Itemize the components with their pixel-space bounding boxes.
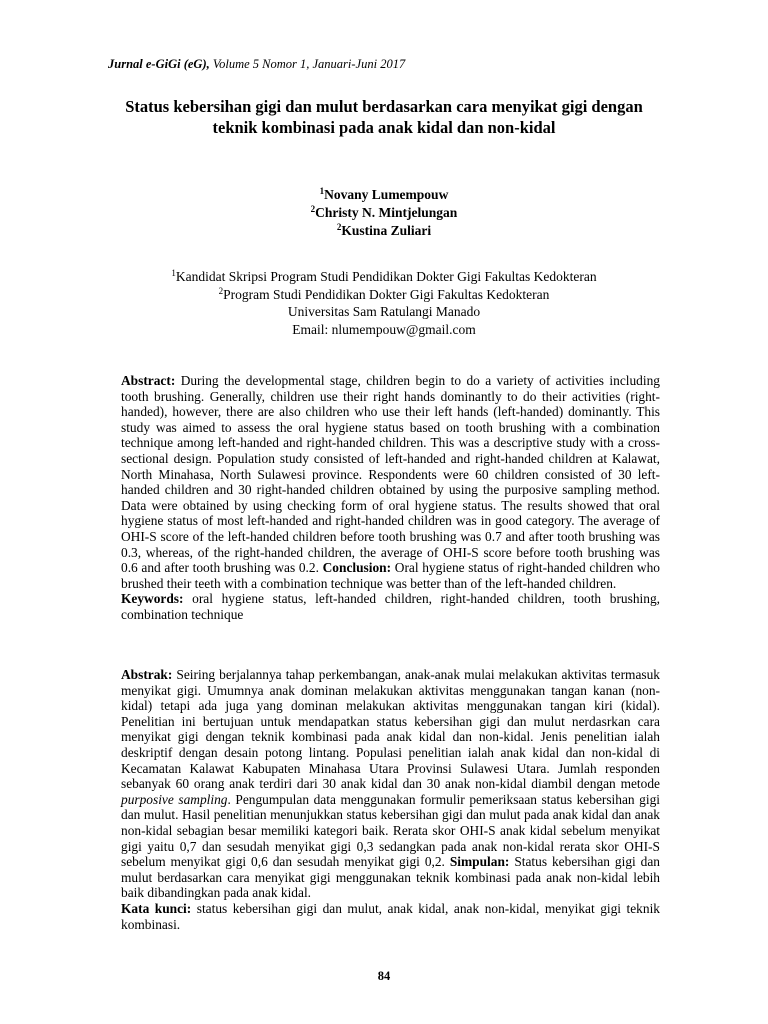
abstract-id-body — [121, 667, 660, 901]
author-2-affil-mark: 2 — [310, 204, 316, 214]
page-number: 84 — [377, 969, 391, 983]
affiliation-2-text: Program Studi Pendidikan Dokter Gigi Fakultas Kedokteran — [223, 286, 550, 302]
abstract-id-keywords — [121, 901, 660, 932]
title-line-2: teknik kombinasi pada anak kidal dan non-kidal — [212, 118, 556, 137]
kata-kunci-text: status kebersihan gigi dan mulut, anak kidal, anak non-kidal, menyikat gigi teknik kombinasi. — [121, 900, 660, 932]
abstract-en-conclusion-text: Oral hygiene status of right-handed children who brushed their teeth with a combination technique was better than of the left-handed children. — [121, 560, 660, 591]
abstract-en-body — [121, 373, 660, 591]
affiliation-1 — [0, 268, 768, 286]
author-1-name: Novany Lumempouw — [324, 187, 449, 202]
affiliation-block — [0, 268, 768, 338]
affiliation-1-mark: 1 — [171, 268, 176, 278]
affiliation-1-text: Kandidat Skripsi Program Studi Pendidikan Dokter Gigi Fakultas Kedokteran — [175, 269, 597, 284]
abstract-en-label: Abstract: — [121, 373, 176, 388]
kata-kunci-label: Kata kunci: — [121, 900, 192, 916]
abstract-en-keywords — [121, 591, 660, 622]
keywords-label: Keywords: — [121, 591, 184, 607]
paper-title — [90, 96, 678, 138]
abstract-id-conclusion-text: Status kebersihan gigi dan mulut berdasarkan cara menyikat gigi menggunakan teknik kombinasi pada anak non-kidal lebih baik dibandingkan pada anak kidal. — [121, 854, 660, 901]
abstract-id-text-1: Seiring berjalannya tahap perkembangan, anak-anak mulai melakukan aktivitas termasuk menyikat gigi. Umumnya anak dominan melakukan aktivitas menggunakan tangan kanan (non-kidal) tetapi ada juga yang dominan melakukan aktivitas menggunakan tangan kiri (kidal). Penelitian ini bertujuan untuk mendapatkan status kebersihan gigi dan mulut nerdasrkan cara menyikat gigi dengan teknik kombinasi pada anak kidal dan non-kidal. Jenis penelitian ialah deskriptif dengan desain potong lintang. Populasi penelitian ialah anak kidal dan non-kidal di Kecamatan Kalawat Kabupaten Minahasa Utara Provinsi Sulawesi Utara. Jumlah responden sebanyak 60 orang anak terdiri dari 30 anak kidal dan 30 anak non-kidal diambil dengan metode — [121, 667, 660, 792]
author-2-name: Christy N. Mintjelungan — [315, 205, 458, 220]
abstract-id-italic-term: purposive sampling — [121, 791, 228, 807]
affiliation-2 — [0, 286, 768, 304]
author-3 — [0, 222, 768, 240]
author-1-affil-mark: 1 — [319, 186, 325, 196]
title-line-1: Status kebersihan gigi dan mulut berdasarkan cara menyikat gigi dengan — [125, 97, 643, 116]
university: Universitas Sam Ratulangi Manado — [287, 304, 481, 319]
abstract-indonesian — [121, 667, 660, 932]
author-1 — [0, 186, 768, 204]
author-2 — [0, 204, 768, 222]
abstract-english — [121, 373, 660, 623]
abstract-id-text-2: . Pengumpulan data menggunakan formulir pemeriksaan status kebersihan gigi dan mulut. Hasil penelitian menunjukkan status kebersihan gigi dan mulut pada anak kidal dan anak non-kidal sebagian besar memiliki kategori baik. Rerata skor OHI-S anak kidal sebelum menyikat gigi yaitu 0,7 dan sesudah menyikat gigi 0,3 sedangkan pada anak non-kidal rerata skor OHI-S sebelum menyikat gigi 0,6 dan sesudah menyikat gigi 0,2. — [121, 791, 661, 870]
author-3-affil-mark: 2 — [336, 222, 342, 232]
keywords-text: oral hygiene status, left-handed children, right-handed children, tooth brushing, combination technique — [121, 591, 660, 622]
abstract-en-text: During the developmental stage, children begin to do a variety of activities including tooth brushing. Generally, children use their right hands dominantly to do their activities (right-handed), however, there are also children who use their left hands (left-handed) dominantly. This study was aimed to assess the oral hygiene status based on tooth brushing with a combination technique among left-handed and right-handed children. This was a descriptive study with a cross-sectional design. Population study consisted of left-handed and right-handed children at Kalawat, North Minahasa, North Sulawesi province. Respondents were 60 children consisted of 30 left-handed children and 30 right-handed children obtained by using the purposive sampling method. Data were obtained by using checking form of oral hygiene status. The results showed that oral hygiene status of most left-handed and right-handed children was in good category. The average of OHI-S score of the left-handed children before tooth brushing was 0.7 and after tooth brushing was 0.3, whereas, of the right-handed children, the average of OHI-S score before tooth brushing was 0.6 and after tooth brushing was 0.2. — [121, 373, 660, 576]
author-3-name: Kustina Zuliari — [341, 223, 432, 238]
abstract-en-conclusion-label: Conclusion: — [322, 560, 392, 576]
author-list — [0, 186, 768, 240]
abstract-id-label: Abstrak: — [121, 667, 173, 682]
journal-issue: Volume 5 Nomor 1, Januari-Juni 2017 — [209, 57, 406, 71]
affiliation-2-mark: 2 — [218, 285, 224, 296]
journal-name: Jurnal e-GiGi (eG), — [108, 57, 210, 71]
contact-email: Email: nlumempouw@gmail.com — [292, 321, 476, 337]
abstract-id-conclusion-label: Simpulan: — [449, 854, 510, 870]
journal-header — [108, 57, 405, 72]
